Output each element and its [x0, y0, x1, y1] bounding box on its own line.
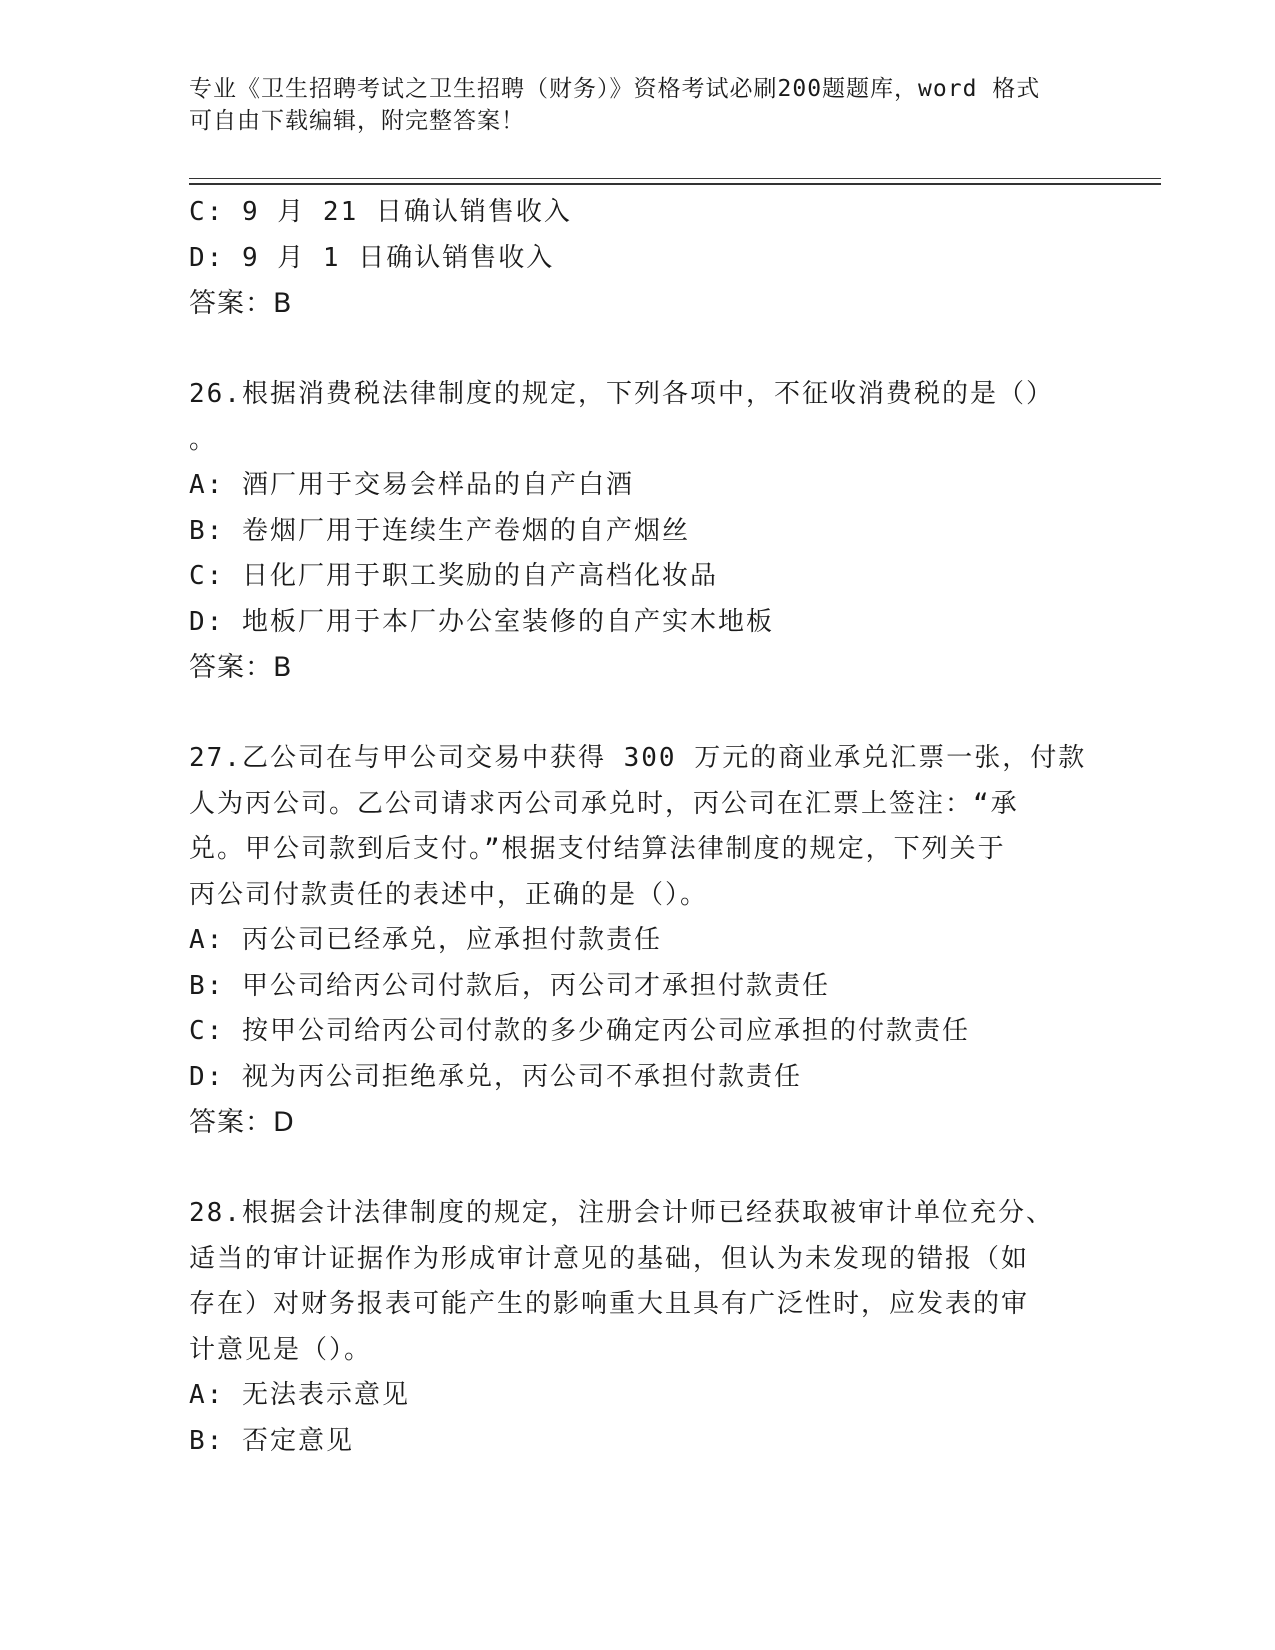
question-27: [189, 736, 1089, 1146]
question-27-answer: 答案：D: [189, 1107, 295, 1138]
question-26-option-c: C: 日化厂用于职工奖励的自产高档化妆品: [189, 561, 718, 591]
question-27-stem-line-1: 27.乙公司在与甲公司交易中获得 300 万元的商业承兑汇票一张，付款: [189, 743, 1087, 773]
question-26-option-a: A: 酒厂用于交易会样品的自产白酒: [189, 470, 634, 500]
question-27-stem-line-4: 丙公司付款责任的表述中，正确的是（）。: [189, 879, 709, 910]
question-27-option-c: C: 按甲公司给丙公司付款的多少确定丙公司应承担的付款责任: [189, 1016, 970, 1046]
question-25-option-d: D: 9 月 1 日确认销售收入: [189, 242, 555, 273]
page-header: [189, 73, 1089, 137]
header-divider-thin: [189, 178, 1161, 179]
question-27-stem-line-3: 兑。甲公司款到后支付。”根据支付结算法律制度的规定，下列关于: [189, 834, 1006, 864]
question-28-stem-line-1: 28.根据会计法律制度的规定，注册会计师已经获取被审计单位充分、: [189, 1198, 1054, 1228]
question-28-stem-line-3: 存在）对财务报表可能产生的影响重大且具有广泛性时，应发表的审: [189, 1289, 1030, 1319]
header-title-line-1: 专业《卫生招聘考试之卫生招聘（财务）》资格考试必刷200题题库，word 格式: [189, 76, 1041, 102]
question-28-stem-line-4: 计意见是（）。: [189, 1334, 373, 1365]
question-28: [189, 1191, 1089, 1464]
question-27-option-b: B: 甲公司给丙公司付款后，丙公司才承担付款责任: [189, 970, 830, 1001]
question-27-option-d: D: 视为丙公司拒绝承兑，丙公司不承担付款责任: [189, 1061, 802, 1092]
question-28-stem-line-2: 适当的审计证据作为形成审计意见的基础，但认为未发现的错报（如: [189, 1243, 1030, 1274]
question-25-option-c: C: 9 月 21 日确认销售收入: [189, 197, 572, 227]
spacer: [189, 327, 1089, 373]
question-27-stem-line-2: 人为丙公司。乙公司请求丙公司承兑时，丙公司在汇票上签注：“承: [189, 788, 1019, 819]
spacer: [189, 691, 1089, 737]
question-26-option-d: D: 地板厂用于本厂办公室装修的自产实木地板: [189, 606, 774, 637]
question-25-tail: [189, 190, 1089, 327]
question-content: [189, 190, 1089, 1464]
question-26: [189, 372, 1089, 691]
question-28-option-b: B: 否定意见: [189, 1425, 354, 1456]
question-28-option-a: A: 无法表示意见: [189, 1380, 410, 1410]
spacer: [189, 1146, 1089, 1192]
question-26-stem-line-1: 26.根据消费税法律制度的规定，下列各项中，不征收消费税的是（）: [189, 379, 1054, 409]
question-26-stem-line-2: 。: [189, 424, 218, 455]
header-divider-thick: [189, 183, 1161, 185]
header-title-line-2: 可自由下载编辑，附完整答案！: [189, 108, 525, 134]
question-26-option-b: B: 卷烟厂用于连续生产卷烟的自产烟丝: [189, 515, 690, 546]
question-25-answer: 答案：B: [189, 288, 293, 319]
question-27-option-a: A: 丙公司已经承兑，应承担付款责任: [189, 925, 662, 955]
question-26-answer: 答案：B: [189, 652, 293, 683]
